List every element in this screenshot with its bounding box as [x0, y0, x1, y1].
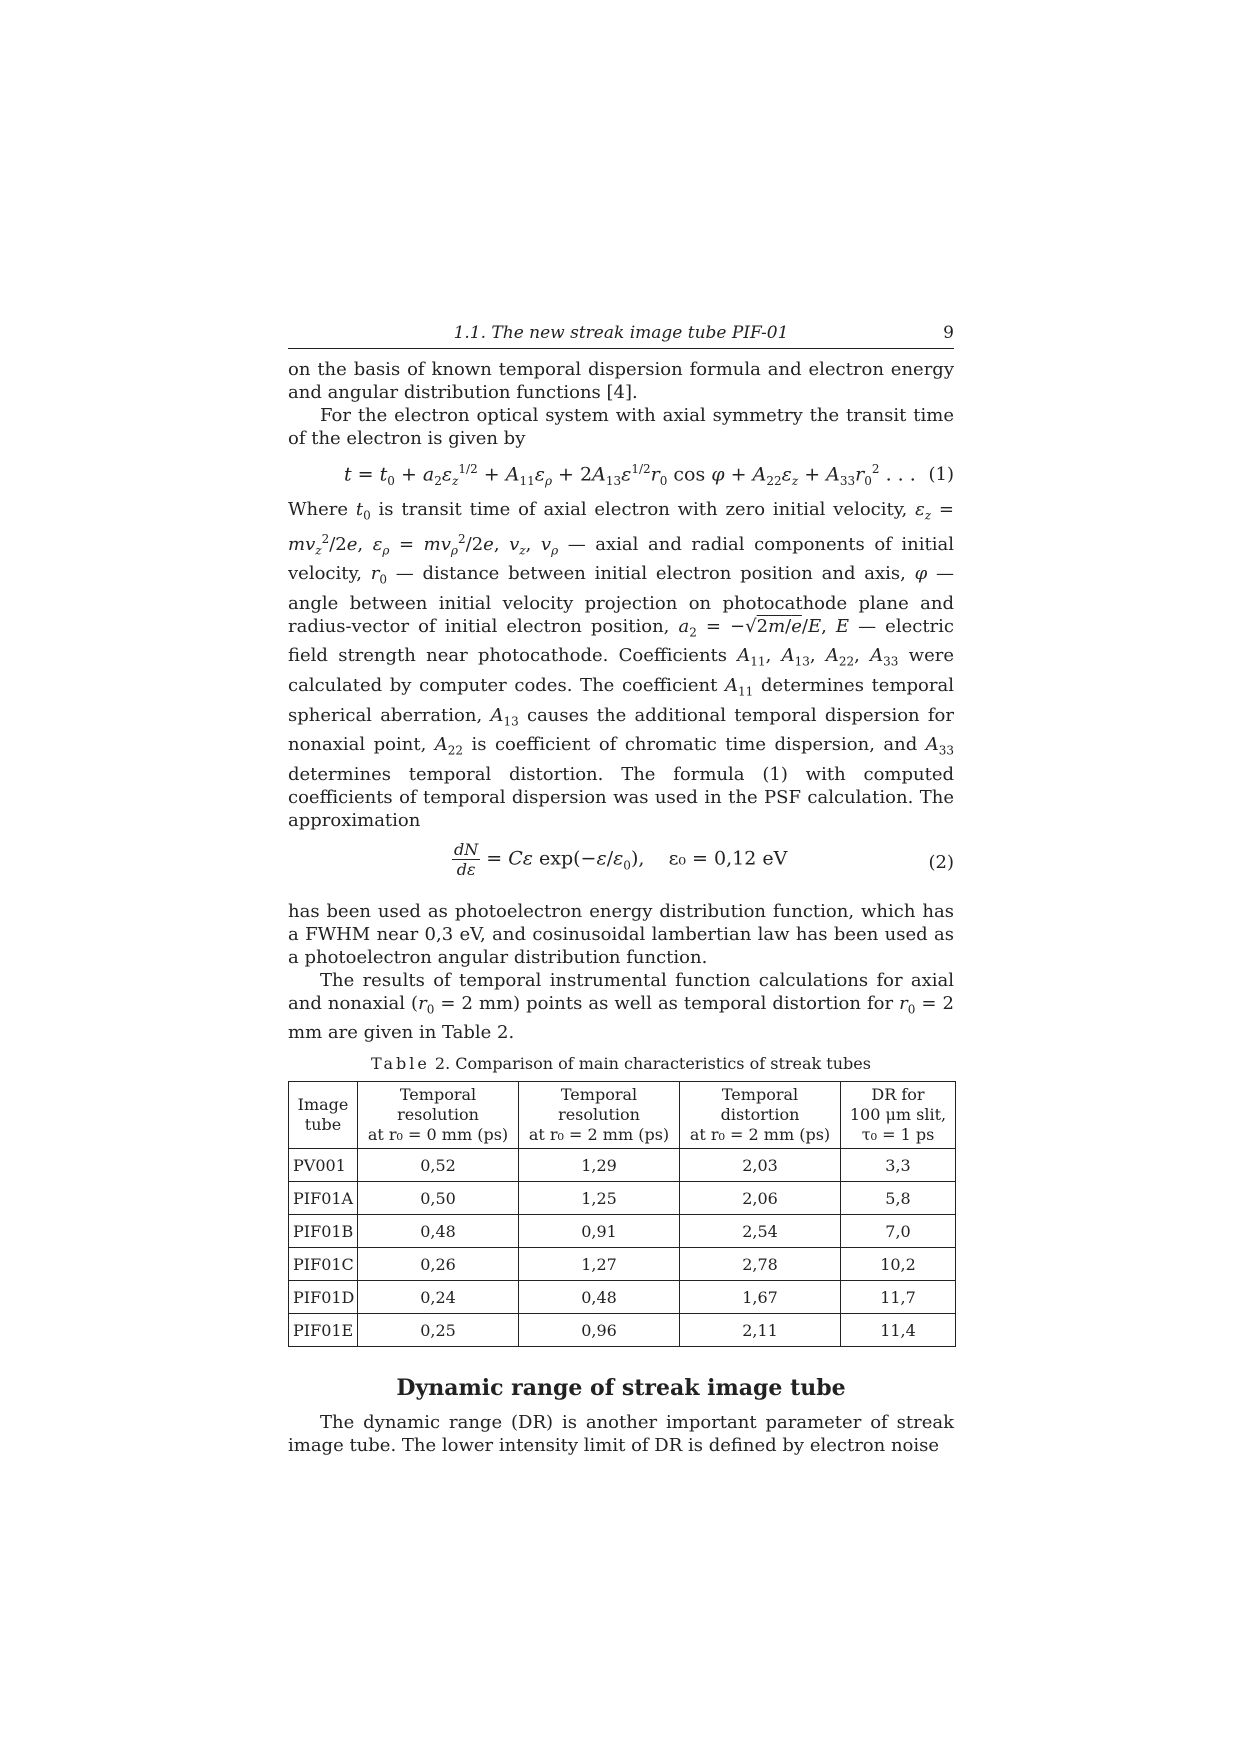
- table-cell: 1,67: [680, 1281, 841, 1314]
- table-cell: 2,06: [680, 1182, 841, 1215]
- paragraph-1: on the basis of known temporal dispersion formula and electron energy and angular distribution functions [4].: [288, 359, 954, 403]
- paragraph-4: has been used as photoelectron energy distribution function, which has a FWHM near 0,3 eV, and cosinusoidal lambertian law has been used as a photoelectron angular distribution function.: [288, 900, 954, 968]
- table-cell: 7,0: [841, 1215, 956, 1248]
- header-resolution-r0-0: Temporal resolution at r₀ = 0 mm (ps): [358, 1082, 519, 1149]
- paragraph-6: The dynamic range (DR) is another important parameter of streak image tube. The lower intensity limit of DR is defined by electron noise: [288, 1412, 954, 1457]
- table-cell: 0,48: [358, 1215, 519, 1248]
- table-cell: 2,03: [680, 1149, 841, 1182]
- table-row: [289, 1314, 956, 1347]
- table-cell: 1,29: [519, 1149, 680, 1182]
- table-cell: 0,50: [358, 1182, 519, 1215]
- equation-1: [288, 456, 954, 494]
- comparison-table: [288, 1081, 956, 1347]
- table-cell: 2,78: [680, 1248, 841, 1281]
- running-header: [288, 322, 954, 349]
- equation-2-constant: ε₀ = 0,12 eV: [668, 847, 788, 870]
- table-cell: 0,91: [519, 1215, 680, 1248]
- table-cell: 0,52: [358, 1149, 519, 1182]
- table-cell: PIF01D: [289, 1281, 358, 1314]
- table-cell: 0,96: [519, 1314, 680, 1347]
- table-cell: 0,48: [519, 1281, 680, 1314]
- table-cell: PIF01E: [289, 1314, 358, 1347]
- table-cell: 0,24: [358, 1281, 519, 1314]
- equation-1-body: $t = t_0 + a_2\varepsilon_z^{1/2} + A_{11}\varepsilon_\rho + 2A_{13}\varepsilon^{1/2}r_0$ $\cos \varphi + A_{22}\varepsilon_z + A_{33}r_0^2$ . . .: [344, 462, 916, 489]
- table-cell: 1,25: [519, 1182, 680, 1215]
- table-row: [289, 1182, 956, 1215]
- header-image-tube: Image tube: [289, 1082, 358, 1149]
- running-title: 1.1. The new streak image tube PIF-01: [453, 323, 789, 343]
- equation-2-number: (2): [928, 851, 954, 873]
- table-cell: PV001: [289, 1149, 358, 1182]
- table-row: [289, 1149, 956, 1182]
- page-number: 9: [943, 323, 954, 343]
- table-row: [289, 1281, 956, 1314]
- header-resolution-r0-2: Temporal resolution at r₀ = 2 mm (ps): [519, 1082, 680, 1149]
- table-cell: 3,3: [841, 1149, 956, 1182]
- table-cell: PIF01A: [289, 1182, 358, 1215]
- table-cell: 0,25: [358, 1314, 519, 1347]
- table-row: [289, 1215, 956, 1248]
- table-cell: 2,54: [680, 1215, 841, 1248]
- paragraph-2: For the electron optical system with axial symmetry the transit time of the electron is given by: [288, 405, 954, 449]
- table-cell: 2,11: [680, 1314, 841, 1347]
- page: [288, 322, 954, 1457]
- equation-2: [288, 838, 954, 892]
- table-row: [289, 1248, 956, 1281]
- equation-1-number: (1): [928, 464, 954, 485]
- paragraph-3: Where $t_0$ is transit time of axial electron with zero initial velocity, $\varepsilon_z = mv_z^2/2e$, $\varepsilon_\rho = mv_\rho^2/2e$, $v_z$, $v_\rho$ — axial and radial components of initial velocity, $r_0$ — distance between initial electron position and axis, φ — angle between initial velocity projection on photocathode plane and radius-vector of initial electron position, $a_2 = -√2m/e/E$, E — electric field strength near photocathode. Coefficients $A_{11}$, $A_{13}$, $A_{22}$, $A_{33}$ were calculated by computer codes. The coefficient $A_{11}$ determines temporal spherical aberration, $A_{13}$ causes the additional temporal dispersion for nonaxial point, $A_{22}$ is coefficient of chromatic time dispersion, and $A_{33}$ determines temporal distortion. The formula (1) with computed coefficients of temporal dispersion was used in the PSF calculation. The approximation: [288, 499, 954, 831]
- table-cell: 11,4: [841, 1314, 956, 1347]
- table-cell: PIF01C: [289, 1248, 358, 1281]
- table-cell: 11,7: [841, 1281, 956, 1314]
- table-cell: 0,26: [358, 1248, 519, 1281]
- section-heading: Dynamic range of streak image tube: [396, 1375, 846, 1402]
- paragraph-5: The results of temporal instrumental function calculations for axial and nonaxial ($r_0 = 2$ mm) points as well as temporal distortion for $r_0 = 2$ mm are given in Table 2.: [288, 969, 954, 1044]
- table-header-row: [289, 1082, 956, 1149]
- table-caption: Table 2. Comparison of main characteristics of streak tubes: [371, 1054, 871, 1074]
- table-cell: PIF01B: [289, 1215, 358, 1248]
- header-dynamic-range: DR for 100 μm slit, τ₀ = 1 ps: [841, 1082, 956, 1149]
- header-distortion: Temporal distortion at r₀ = 2 mm (ps): [680, 1082, 841, 1149]
- equation-2-body: $\frac{dN}{d\varepsilon}$ = Cε $\exp(-\varepsilon/\varepsilon_0)$, ε₀ = 0,12 eV: [454, 839, 788, 879]
- table-cell: 5,8: [841, 1182, 956, 1215]
- table-cell: 10,2: [841, 1248, 956, 1281]
- table-cell: 1,27: [519, 1248, 680, 1281]
